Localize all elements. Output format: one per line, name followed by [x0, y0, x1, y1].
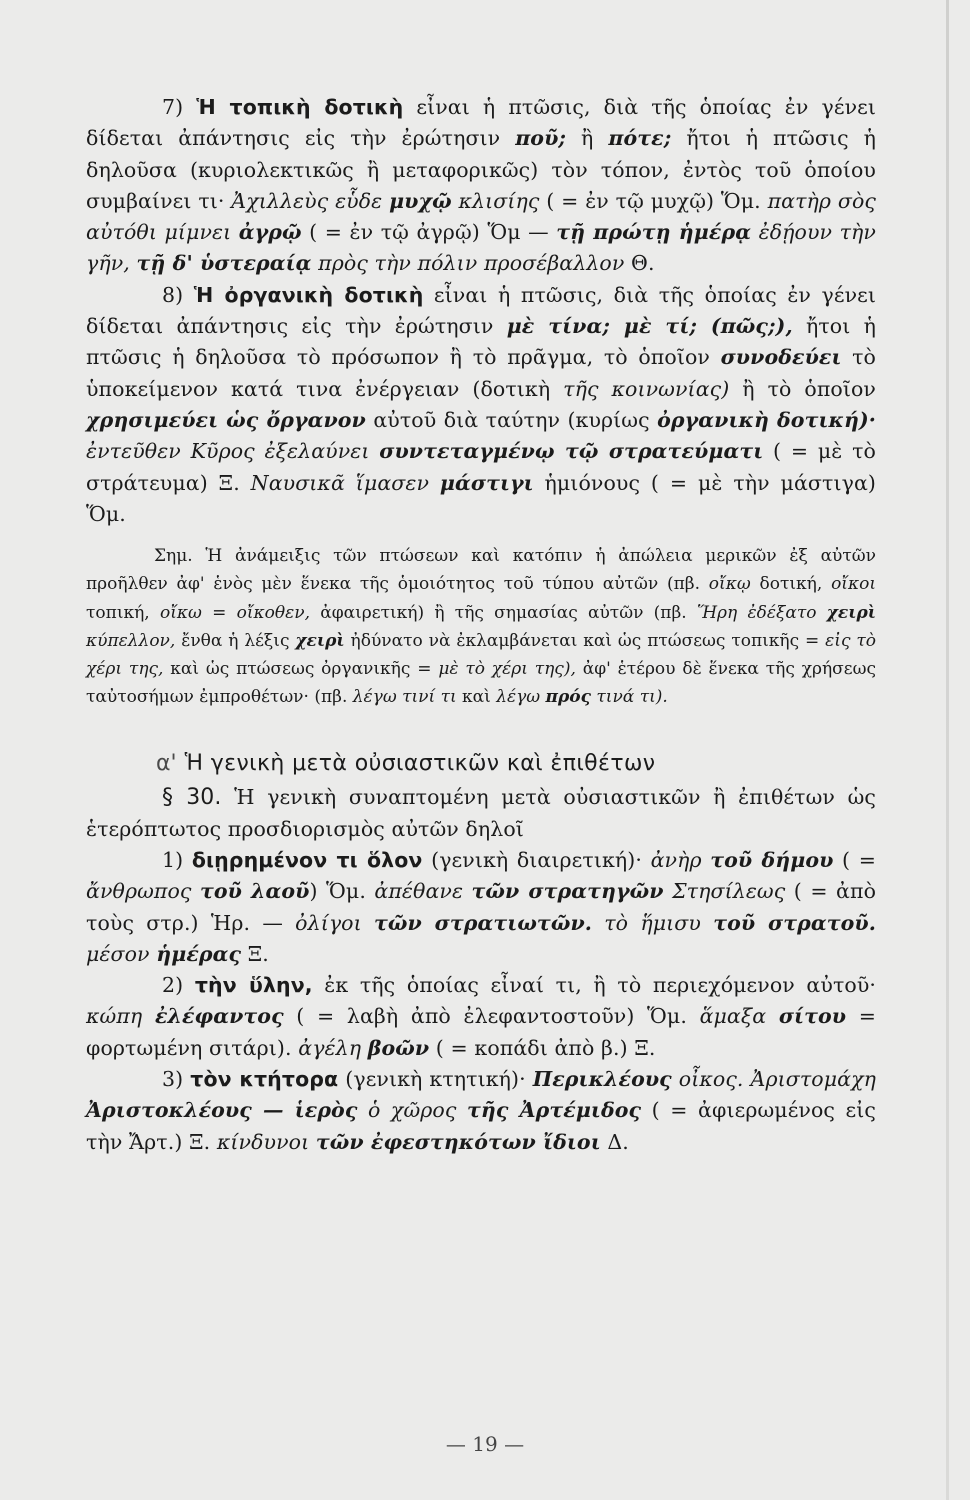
page-number: — 19 — — [445, 1432, 525, 1456]
page-content — [86, 92, 876, 1158]
paragraph-8-instrumental-dative: 8) Ἡ ὀργανικὴ δοτικὴ εἶναι ἡ πτῶσις, διὰ τῆς ὁποίας ἐν γένει δίδεται ἀπάντησις εἰς τὴν ἐρώτησιν μὲ τίνα; μὲ τί; (πῶς;), ἤτοι ἡ πτῶσις ἡ δηλοῦσα τὸ πρόσωπον ἢ τὸ πρᾶγμα, τὸ ὁποῖον συνοδεύει τὸ ὑποκείμενον κατά τινα ἐνέργειαν (δοτικὴ τῆς κοινωνίας) ἢ τὸ ὁποῖον χρησιμεύει ὡς ὄργανον αὐτοῦ διὰ ταύτην (κυρίως ὀργανικὴ δοτική)· ἐντεῦθεν Κῦρος ἐξελαύνει συντεταγμένῳ τῷ στρατεύματι ( = μὲ τὸ στράτευμα) Ξ. Ναυσικᾶ ἵμασεν μάστιγι ἡμιόνους ( = μὲ τὴν μάστιγα) Ὅμ. — [86, 282, 877, 526]
footnote-remark: Σημ. Ἡ ἀνάμειξις τῶν πτώσεων καὶ κατόπιν ἡ ἀπώλεια μερικῶν ἐξ αὐτῶν προῆλθεν ἀφ' ἑνὸς μὲν ἕνεκα τῆς ὁμοιότητος τοῦ τύπου αὐτῶν (πβ. οἴκῳ δοτική, οἴκοι τοπική, οἴκω = οἴκοθεν, ἀφαιρετική) ἢ τῆς σημασίας αὐτῶν (πβ. Ἥρη ἐδέξατο χειρὶ κύπελλον, ἔνθα ἡ λέξις χειρὶ ἠδύνατο νὰ ἐκλαμβάνεται καὶ ὡς πτώσεως τοπικῆς = εἰς τὸ χέρι της, καὶ ὡς πτώσεως ὀργανικῆς = μὲ τὸ χέρι της), ἀφ' ἑτέρου δὲ ἕνεκα τῆς χρήσεως ταὐτοσήμων ἐμπροθέτων· (πβ. λέγω τινί τι καὶ λέγω πρός τινά τι). — [86, 546, 877, 708]
paragraph-7-local-dative: 7) Ἡ τοπικὴ δοτικὴ εἶναι ἡ πτῶσις, διὰ τῆς ὁποίας ἐν γένει δίδεται ἀπάντησις εἰς τὴν ἐρώτησιν ποῦ; ἢ πότε; ἤτοι ἡ πτῶσις ἡ δηλοῦσα (κυριολεκτικῶς ἢ μεταφορικῶς) τὸν τόπον, ἐντὸς τοῦ ὁποίου συμβαίνει τι· Ἀχιλλεὺς εὗδε μυχῷ κλισίης ( = ἐν τῷ μυχῷ) Ὅμ. πατὴρ σὸς αὐτόθι μίμνει ἀγρῷ ( = ἐν τῷ ἀγρῷ) Ὅμ — τῇ πρώτῃ ἡμέρᾳ ἐδῄουν τὴν γῆν, τῇ δ' ὑστεραίᾳ πρὸς τὴν πόλιν προσέβαλλον Θ. — [86, 95, 877, 276]
section-heading-title: Ἡ γενικὴ μετὰ οὐσιαστικῶν καὶ ἐπιθέτων — [184, 751, 656, 777]
item-1-partitive: 1) διῃρημένον τι ὅλον (γενικὴ διαιρετική)· ἀνὴρ τοῦ δήμου ( = ἄνθρωπος τοῦ λαοῦ) Ὅμ. ἀπέθανε τῶν στρατηγῶν Στησίλεως ( = ἀπὸ τοὺς στρ.) Ἡρ. — ὀλίγοι τῶν στρατιωτῶν. τὸ ἥμισυ τοῦ στρατοῦ. μέσον ἡμέρας Ξ. — [86, 847, 877, 966]
page-fold-line — [946, 0, 949, 1500]
term-local-dative: Ἡ τοπικὴ δοτικὴ — [196, 95, 404, 119]
section-number: § 30. — [162, 785, 222, 811]
section-heading — [156, 751, 876, 776]
section-30-intro: § 30. Ἡ γενικὴ συναπτομένη μετὰ οὐσιαστικῶν ἢ ἐπιθέτων ὡς ἑτερόπτωτος προσδιορισμὸς αὐτῶν δηλοῖ — [86, 785, 876, 841]
item-2-material: 2) τὴν ὕλην, ἐκ τῆς ὁποίας εἶναί τι, ἢ τὸ περιεχόμενον αὐτοῦ· κώπη ἐλέφαντος ( = λαβὴ ἀπὸ ἐλεφαντοστοῦν) Ὅμ. ἅμαξα σίτου = φορτωμένη σιτάρι). ἀγέλη βοῶν ( = κοπάδι ἀπὸ β.) Ξ. — [86, 973, 877, 1060]
item-3-possessor: 3) τὸν κτήτορα (γενικὴ κτητική)· Περικλέους οἶκος. Ἀριστομάχη Ἀριστοκλέους — ἱερὸς ὁ χῶρος τῆς Ἀρτέμιδος ( = ἀφιερωμένος εἰς τὴν Ἄρτ.) Ξ. κίνδυνοι τῶν ἐφεστηκότων ἴδιοι Δ. — [86, 1067, 876, 1154]
section-heading-mark: α' — [156, 751, 177, 777]
term-instrumental-dative: Ἡ ὀργανικὴ δοτικὴ — [193, 282, 424, 307]
